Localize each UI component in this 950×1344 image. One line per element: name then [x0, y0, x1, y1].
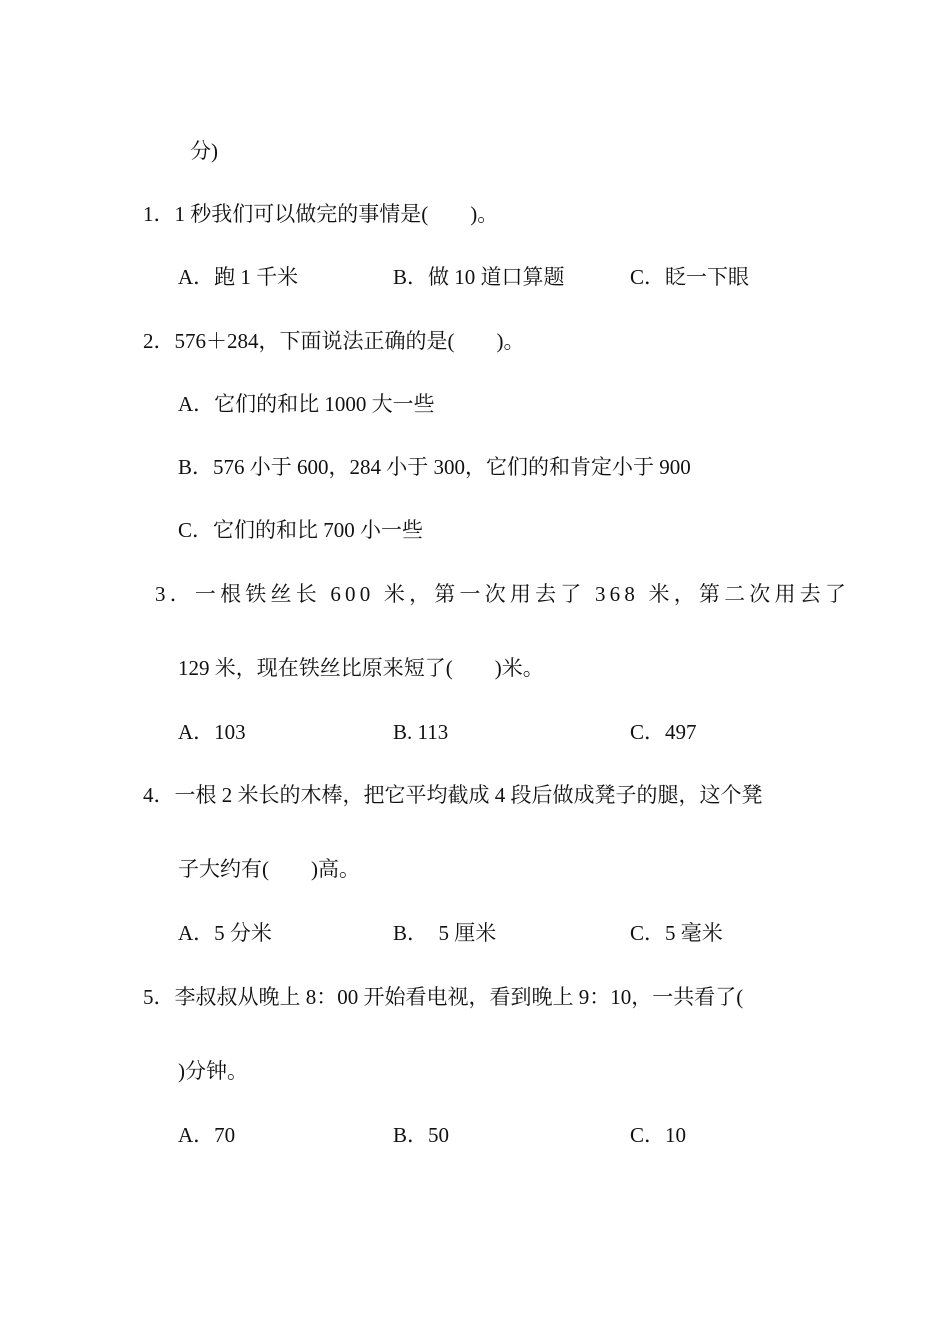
question-4-option-a: A．5 分米 [178, 921, 272, 945]
question-3-stem-line-2: 129 米，现在铁丝比原来短了( )米。 [178, 656, 544, 680]
question-2-option-c: C．它们的和比 700 小一些 [178, 518, 424, 542]
question-1-option-b: B．做 10 道口算题 [393, 265, 565, 289]
question-4-option-c: C．5 毫米 [630, 921, 723, 945]
question-5-stem-line-2: )分钟。 [178, 1059, 248, 1083]
question-5-option-b: B．50 [393, 1123, 450, 1147]
question-4-option-b: B． 5 厘米 [393, 921, 497, 945]
question-3-option-c: C．497 [630, 720, 697, 744]
question-3-option-b: B. 113 [393, 720, 449, 744]
question-5-option-c: C．10 [630, 1123, 687, 1147]
question-2-option-a: A．它们的和比 1000 大一些 [178, 392, 435, 416]
question-2-option-b: B．576 小于 600，284 小于 300，它们的和肯定小于 900 [178, 455, 691, 479]
question-1-stem: 1．1 秒我们可以做完的事情是( )。 [143, 202, 499, 226]
question-5-stem-line-1: 5．李叔叔从晚上 8：00 开始看电视，看到晚上 9：10，一共看了( [143, 985, 744, 1009]
question-4-stem-line-1: 4．一根 2 米长的木棒，把它平均截成 4 段后做成凳子的腿，这个凳 [143, 783, 763, 807]
question-3-stem-line-1: 3．一根铁丝长 600 米，第一次用去了 368 米，第二次用去了 [155, 582, 851, 606]
section-header-fragment: 分) [190, 139, 218, 163]
question-2-stem: 2．576＋284，下面说法正确的是( )。 [143, 329, 525, 353]
question-3-option-a: A．103 [178, 720, 246, 744]
question-4-stem-line-2: 子大约有( )高。 [178, 857, 360, 881]
question-5-option-a: A．70 [178, 1123, 236, 1147]
question-1-option-c: C．眨一下眼 [630, 265, 750, 289]
question-1-option-a: A．跑 1 千米 [178, 265, 299, 289]
